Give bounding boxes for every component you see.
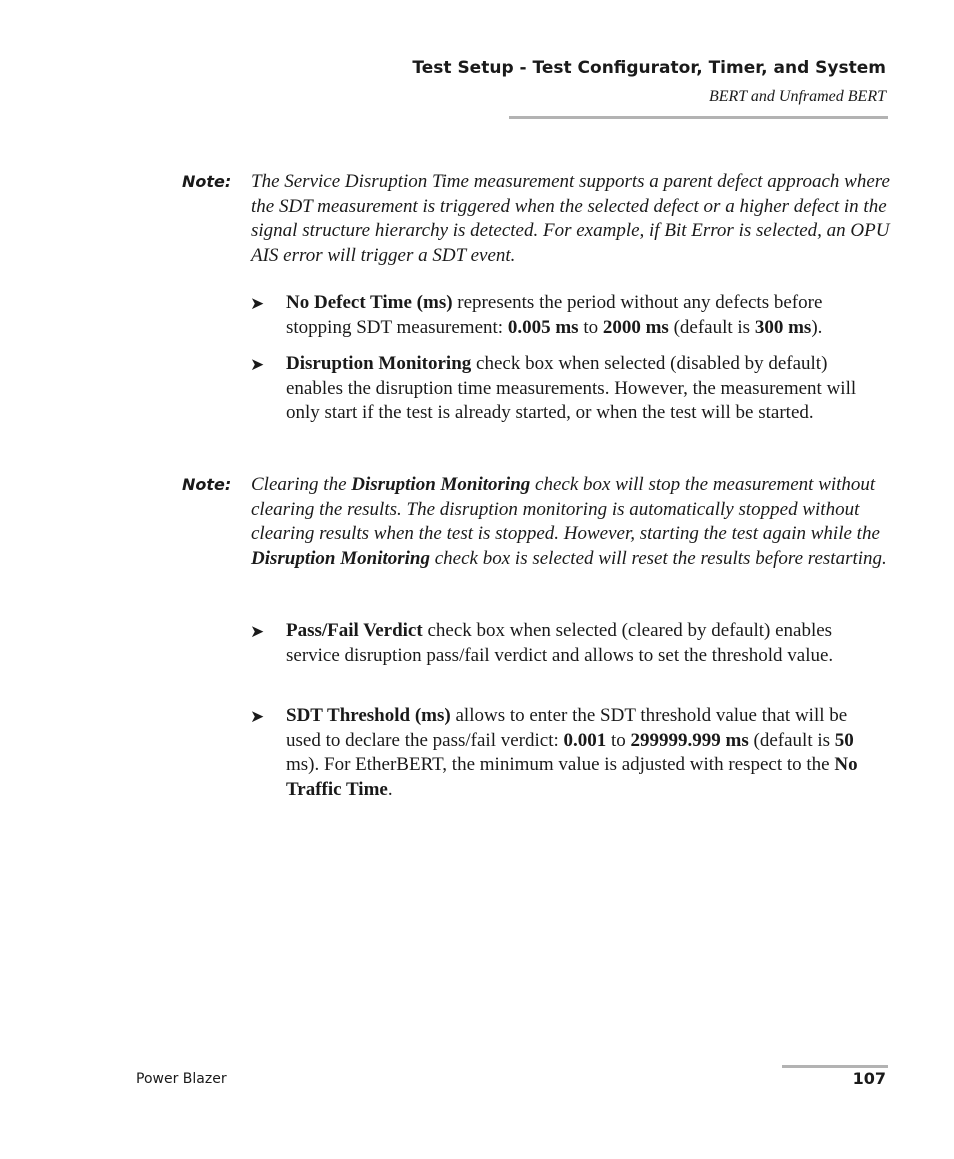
bullet-arrow-icon: ➤: [250, 707, 265, 727]
list-item-text: Pass/Fail Verdict check box when selected (cleared by default) enables service disruption pass/fail verdict and allows to set the threshold value.: [286, 620, 834, 666]
footer-document-name: Power Blazer: [136, 1071, 227, 1087]
running-header-title: Test Setup - Test Configurator, Timer, and System: [412, 58, 886, 78]
note-label: Note:: [182, 172, 232, 191]
header-divider: [509, 116, 888, 119]
running-header-subtitle: BERT and Unframed BERT: [708, 88, 886, 105]
page-number: 107: [852, 1069, 886, 1088]
footer-divider: [782, 1065, 888, 1068]
bullet-arrow-icon: ➤: [250, 622, 265, 642]
bullet-arrow-icon: ➤: [250, 355, 265, 375]
note-text: Clearing the Disruption Monitoring check box will stop the measurement without clearing the results. The disruption monitoring is automatically stopped without clearing results when the test is stopped. However, starting the test again while the Disruption Monitoring check box is selected will reset the results before restarting.: [251, 474, 887, 569]
list-item-text: Disruption Monitoring check box when selected (disabled by default) enables the disruption time measurements. However, the measurement will only start if the test is already started, or when the test will be started.: [286, 353, 857, 424]
list-item-text: SDT Threshold (ms) allows to enter the SDT threshold value that will be used to declare the pass/fail verdict: 0.001 to 299999.999 ms (default is 50 ms). For EtherBERT, the minimum value is adjusted with respect to the No Traffic Time.: [286, 705, 858, 800]
note-label: Note:: [182, 475, 232, 494]
note-text: The Service Disruption Time measurement supports a parent defect approach where the SDT measurement is triggered when the selected defect or a higher defect in the signal structure hierarchy is detected. For example, if Bit Error is selected, an OPU AIS error will trigger a SDT event.: [251, 171, 890, 266]
bullet-arrow-icon: ➤: [250, 294, 265, 314]
list-item-text: No Defect Time (ms) represents the period without any defects before stopping SDT measurement: 0.005 ms to 2000 ms (default is 300 ms).: [286, 292, 823, 338]
